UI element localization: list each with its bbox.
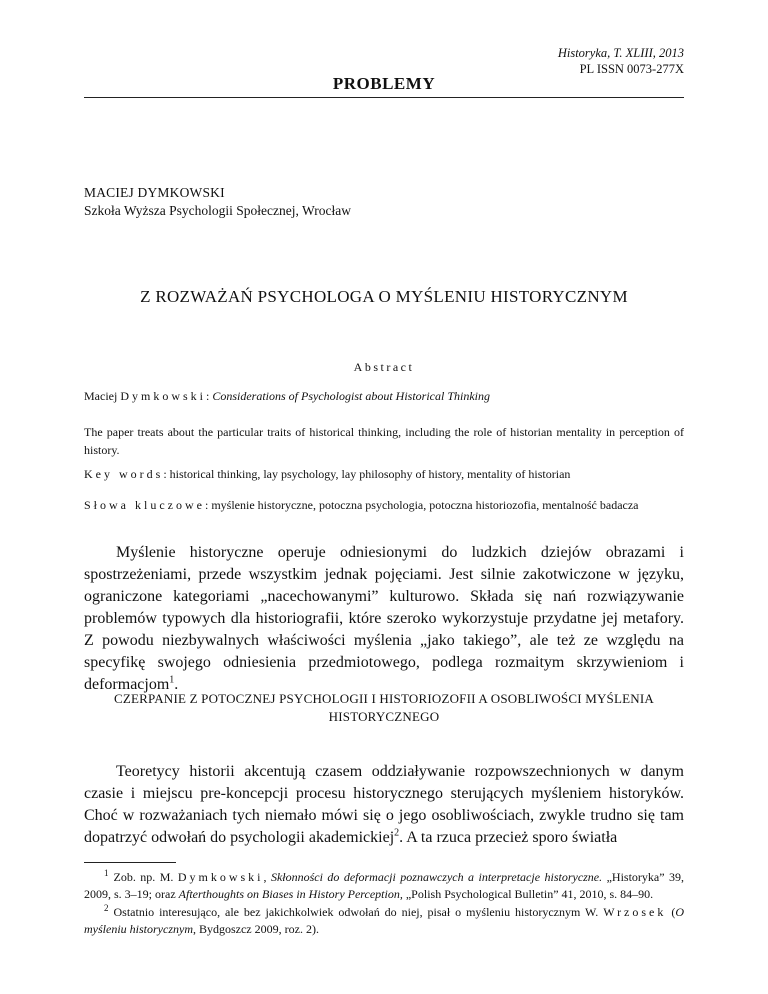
section-rule [84,97,684,98]
fn1-author: Dymkowski [177,870,264,884]
fn1-text-c: „Historyka” 39, 2009, s. 3–19; oraz [84,870,685,901]
footnotes [84,869,684,939]
section-subheading: CZERPANIE Z POTOCZNEJ PSYCHOLOGII I HISTORIOZOFII A OSOBLIWOŚCI MYŚLENIA HISTORYCZNEGO [114,691,654,724]
journal-header [558,45,684,77]
abstract-citation [84,387,684,405]
author-block [84,184,351,220]
body-paragraph-2 [84,761,684,849]
p2-text-b: . A ta rzuca przecież sporo światła [399,829,618,846]
footnote-2-number: 2 [104,903,109,913]
fn1-text-a: Zob. np. M. [113,870,178,884]
abstract-text: The paper treats about the particular traits of historical thinking, including the role of historian mentality in perception of history. [84,425,684,457]
fn1-text-d: „Polish Psychological Bulletin” 41, 2010, s. 84–90. [402,887,654,901]
p2-text-a: Teoretycy historii akcentują czasem oddziaływanie rozpowszechnionych w danym czasie i miejscu pre-koncepcji procesu historycznego sterujących myśleniem historyków. Choć w rozważaniach tych niemało mówi się o jego osobliwościach, zwykle trudno się tam dopatrzyć odwołań do psychologii akademickiej [84,763,684,846]
abstract-author-first: Maciej [84,389,118,403]
fn2-title: O myśleniu historycznym [84,905,684,936]
p1-text: Myślenie historyczne operuje odniesionymi do ludzkich dziejów obrazami i spostrzeżeniami, przede wszystkim jednak pojęciami. Jest silnie zakotwiczone w języku, ograniczone kategoriami „nacechowanymi” kulturowo. Składa się nań rozwiązywanie problemów typowych dla historiografii, które szeroko wykorzystuje przydatne jej metafory. Z powodu niezbywalnych właściwości myślenia „jako takiego”, ale też ze względu na specyfikę swojego odniesienia przedmiotowego, podlega rozmaitym skrzywieniom i deformacjom [84,544,684,693]
fn2-text-c: , Bydgoszcz 2009, roz. 2). [192,922,319,936]
footnote-2 [84,904,684,938]
author-name: MACIEJ DYMKOWSKI [84,185,225,200]
abstract-paper-title: Considerations of Psychologist about Historical Thinking [212,389,491,403]
section-title: PROBLEMY [332,74,436,93]
fn1-title-2: Afterthoughts on Biases in History Perception, [178,887,403,901]
fn1-text-b: , [263,870,271,884]
abstract-author-last: Dymkowski [120,389,206,403]
journal-citation: Historyka, T. XLIII, 2013 [557,46,684,60]
fn2-text-b: ( [666,905,676,919]
footnote-1-number: 1 [104,868,109,878]
fn2-text-a: Ostatnio interesująco, ale bez jakichkolwiek odwołań do niej, pisał o myśleniu historycznym W. [113,905,604,919]
body-paragraph-1 [84,542,684,696]
journal-issn: PL ISSN 0073-277X [579,62,684,76]
keywords-pl [84,496,684,514]
keywords-list: : historical thinking, lay psychology, lay philosophy of history, mentality of historian [163,467,571,481]
author-affiliation: Szkoła Wyższa Psychologii Społecznej, Wrocław [84,203,351,218]
footnote-ref-1[interactable]: 1 [169,674,175,686]
fn1-title-1: Skłonności do deformacji poznawczych a interpretacje historyczne. [270,870,603,884]
abstract-colon: : [206,389,210,403]
slowa-label: Słowa kluczowe [84,498,205,512]
keywords-label: Key words [84,467,164,481]
p1-end: . [174,676,179,693]
fn2-author: Wrzosek [603,905,667,919]
footnote-ref-2[interactable]: 2 [394,827,400,839]
keywords-en [84,465,684,483]
slowa-list: : myślenie historyczne, potoczna psychologia, potoczna historiozofia, mentalność badacza [204,498,639,512]
abstract-heading: Abstract [353,360,415,374]
footnote-rule [84,862,176,863]
footnote-1 [84,869,684,903]
article-title: Z ROZWAŻAŃ PSYCHOLOGA O MYŚLENIU HISTORYCZNYM [140,287,628,306]
